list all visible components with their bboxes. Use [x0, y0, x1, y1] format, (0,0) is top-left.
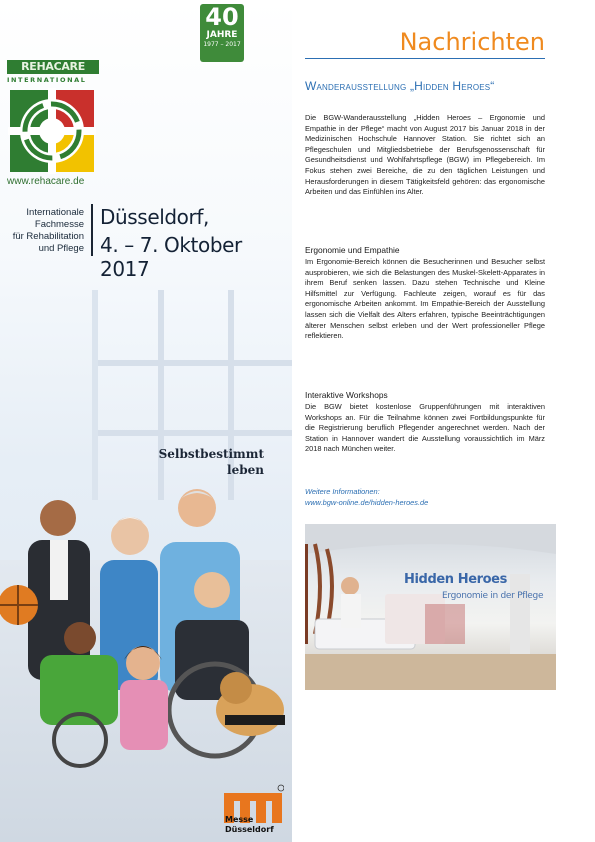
fair-description	[4, 207, 84, 255]
section1-text: Im Ergonomie-Bereich können die Besucherinnen und Besucher selbst ausprobieren, wie sich die Belastungen des Muskel-Skelett-Apparates in ihrem Beruf senken lassen. Dazu stehen Technische und Kleine Hilfsmittel zur Verfügung. Fachleute zeigen, worauf es für das ergonomische Arbeiten ankommt. Im Empathie-Bereich der Ausstellung lassen sich die Vielfalt des Alters erfahren, typische Beeinträchtigungen älterer Menschen selbst erleben und der Wert professioneller Pflege reflektieren.	[305, 257, 545, 341]
ad-slogan	[150, 446, 264, 478]
photo-caption-title: Hidden Heroes	[404, 572, 507, 587]
section2-heading: Interaktive Workshops	[305, 390, 388, 400]
exhibition-scene-icon	[305, 524, 556, 690]
rehacare-advertisement	[0, 0, 292, 842]
messe-wordmark-line1: Messe	[225, 815, 254, 824]
rehacare-wordmark: REHACARE	[7, 60, 99, 74]
rehacare-subtitle: INTERNATIONAL	[7, 76, 87, 84]
people-group-illustration	[0, 480, 292, 770]
fair-desc-line: Fachmesse	[34, 219, 84, 230]
photo-caption-subtitle: Ergonomie in der Pflege	[442, 591, 544, 601]
section-title: Nachrichten	[399, 28, 545, 56]
badge-years: 1977 – 2017	[203, 41, 241, 48]
section2-text: Die BGW bietet kostenlose Gruppenführungen mit interaktiven Workshops an. Für die Teilnahme können zwei Fortbildungspunkte für die Registrierung beruflich Pflegender angerechnet werden. Nach der Station in Hannover wandert die Ausstellung voraussichtlich im März 2018 nach München weiter.	[305, 402, 545, 454]
fair-divider	[91, 204, 93, 256]
fair-desc-line: Internationale	[26, 207, 84, 218]
badge-word: JAHRE	[206, 30, 238, 40]
more-info-link[interactable]: www.bgw-online.de/hidden-heroes.de	[305, 498, 429, 507]
fair-desc-line: und Pflege	[38, 243, 84, 254]
fair-city: Düsseldorf,	[100, 205, 209, 229]
badge-number: 40	[205, 3, 239, 31]
slogan-line: leben	[227, 463, 264, 477]
rehacare-logo-icon	[8, 88, 96, 174]
fair-desc-line: für Rehabilitation	[12, 231, 84, 242]
section1-heading: Ergonomie und Empathie	[305, 245, 400, 255]
slogan-line: Selbstbestimmt	[158, 447, 264, 461]
article-title: Wanderausstellung „Hidden Heroes“	[305, 79, 495, 93]
anniversary-badge	[200, 4, 244, 62]
section-divider	[305, 58, 545, 59]
fair-dates: 4. – 7. Oktober 2017	[100, 233, 242, 281]
messe-wordmark-line2: Düsseldorf	[225, 825, 274, 834]
article-intro: Die BGW-Wanderausstellung „Hidden Heroes – Ergonomie und Empathie in der Pflege“ macht von August 2017 bis Januar 2018 in der Medizinischen Hochschule Hannover Station. Sie richtet sich an Pflegeschulen und Mitgliedsbetriebe der Berufsgenossenschaft für Gesundheitsdienst und Wohlfahrtspflege (BGW) im Pflegebereich. Im Fokus stehen zwei Bereiche, die zu den täglichen Leistungen und Herausforderungen in diesem Tätigkeitsfeld gehören: das ergonomische Arbeiten und das Einfühlen ins Alter.	[305, 113, 545, 197]
exhibition-photo	[305, 524, 556, 690]
more-info-label: Weitere Informationen:	[305, 487, 380, 496]
rehacare-url[interactable]: www.rehacare.de	[7, 176, 85, 187]
